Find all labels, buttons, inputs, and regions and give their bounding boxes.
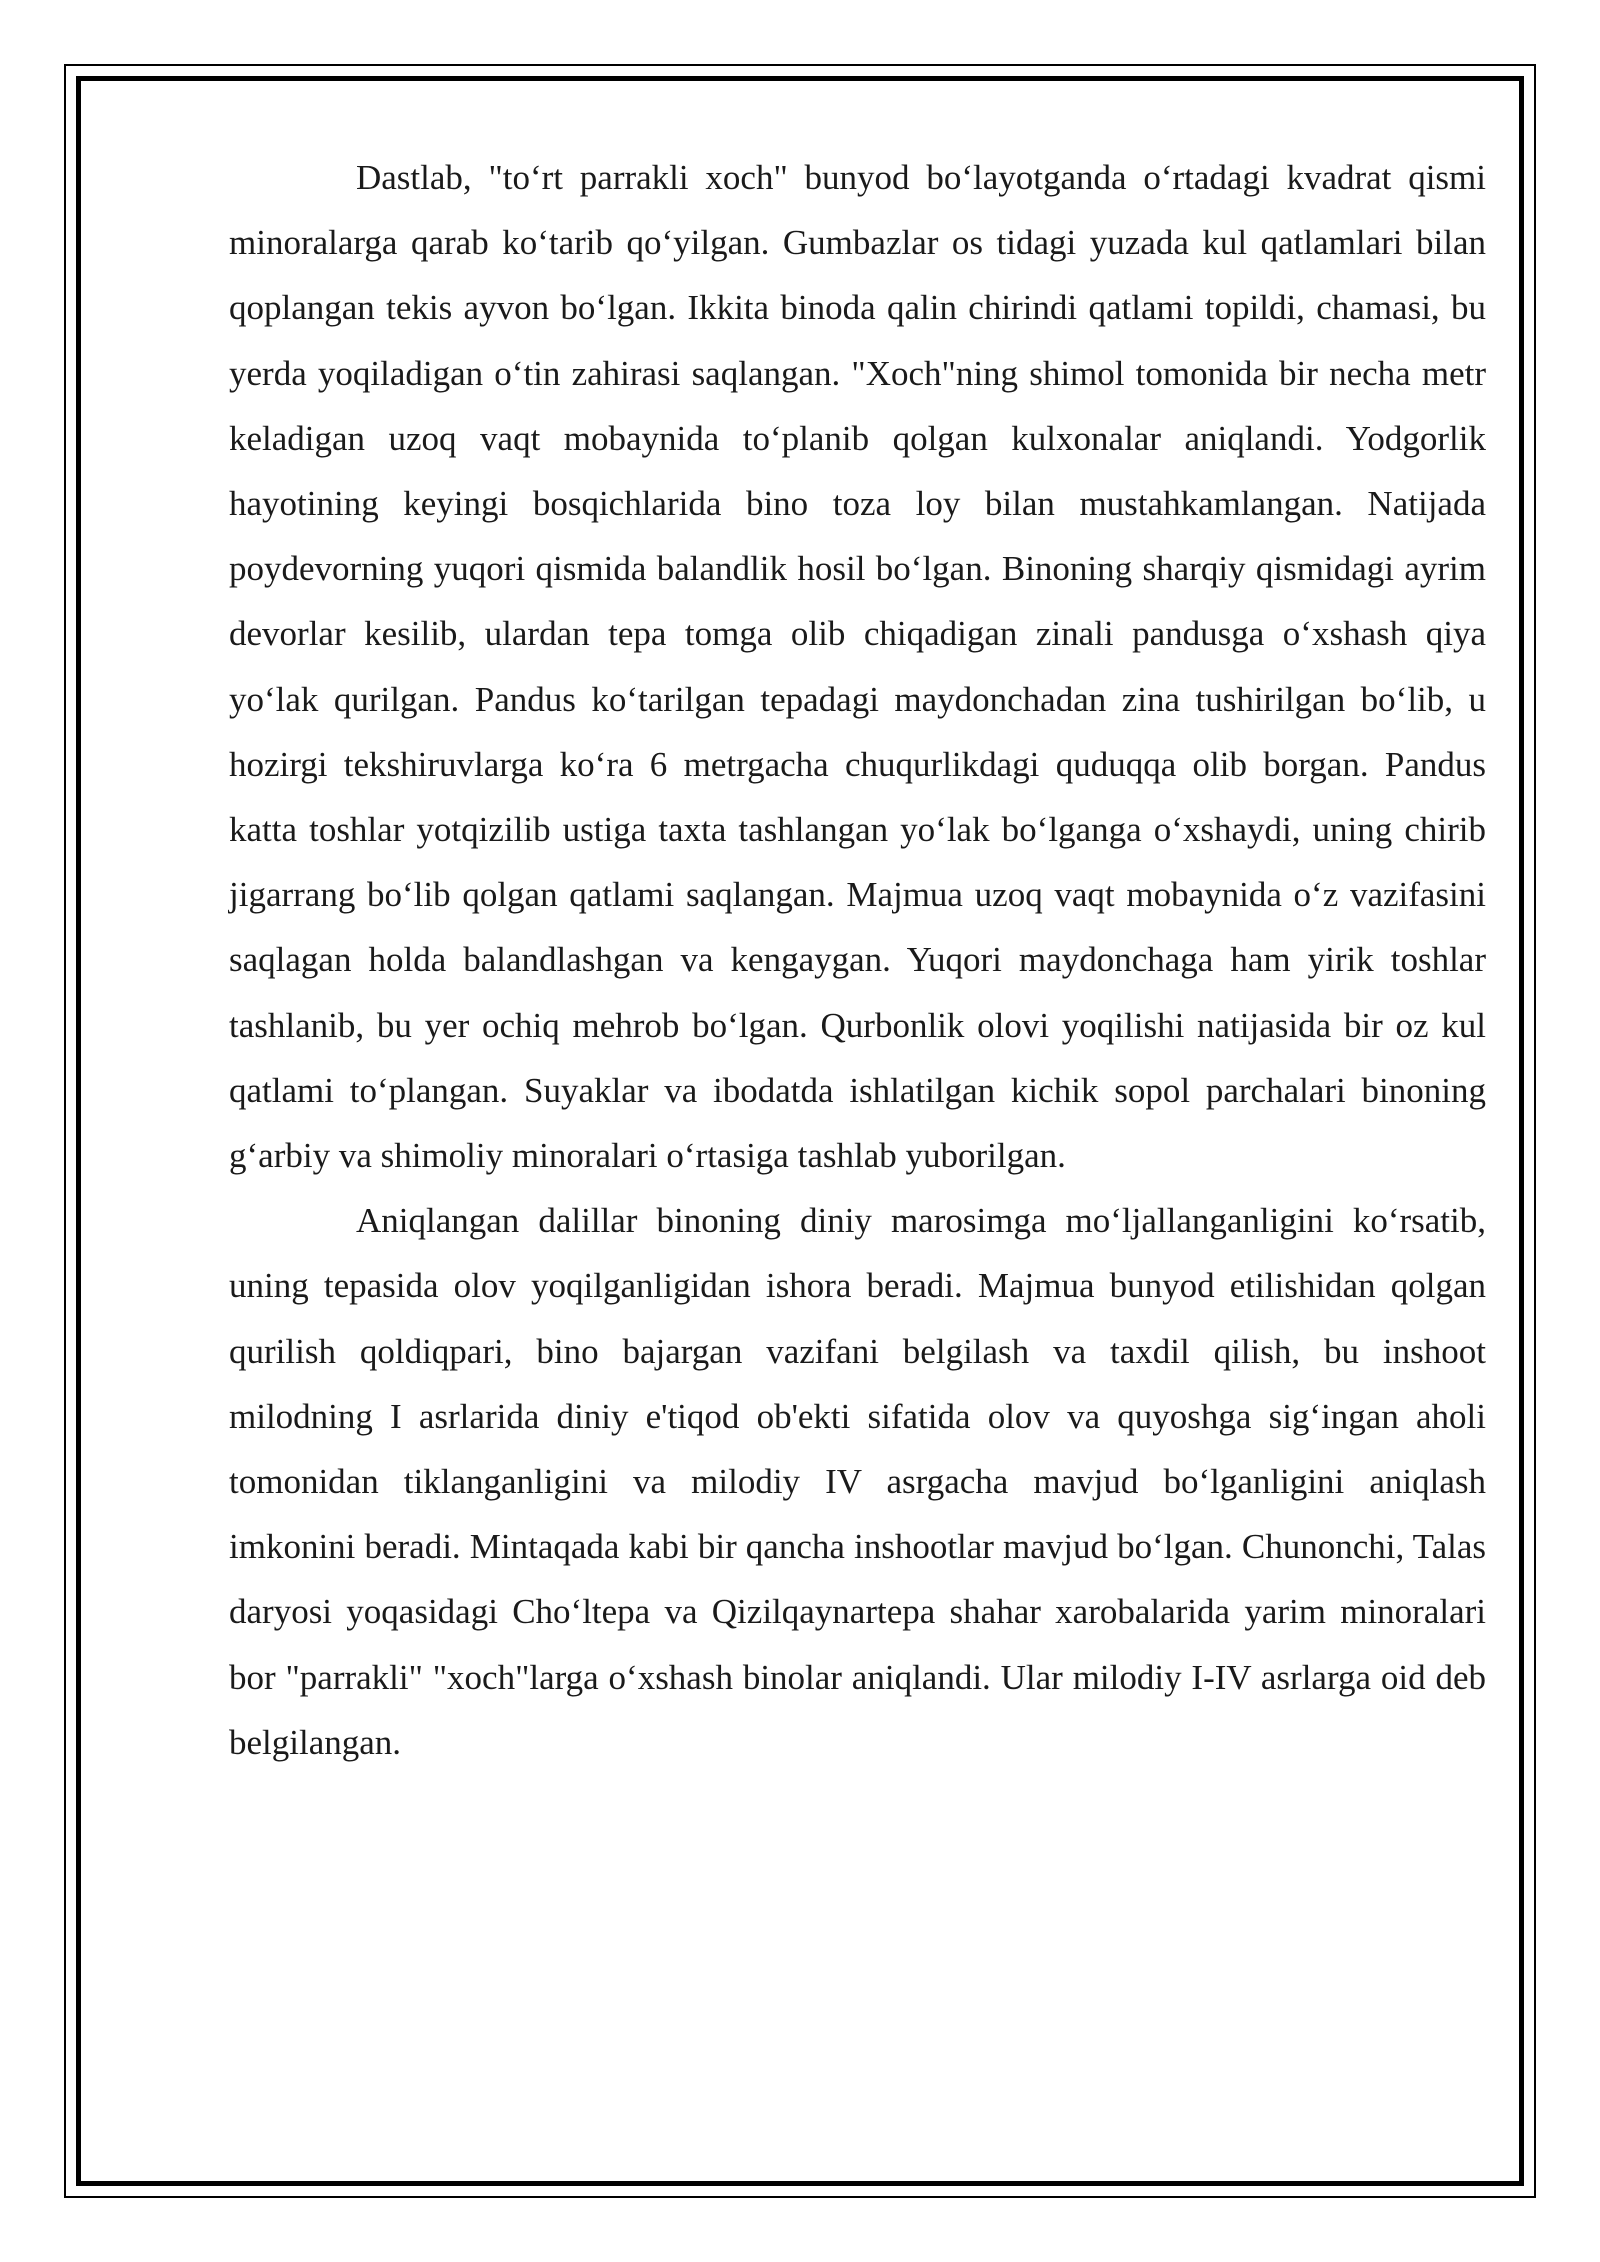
document-body — [229, 145, 1486, 1775]
paragraph-2: Aniqlangan dalillar binoning diniy marosimga mo‘ljallanganligini ko‘rsatib, uning tepasida olov yoqilganligidan ishora beradi. Majmua bunyod etilishidan qolgan qurilish qoldiqpari, bino bajargan vazifani belgilash va taxdil qilish, bu inshoot milodning I asrlarida diniy e'tiqod ob'ekti sifatida olov va quyoshga sig‘ingan aholi tomonidan tiklanganligini va milodiy IV asrgacha mavjud bo‘lganligini aniqlash imkonini beradi. Mintaqada kabi bir qancha inshootlar mavjud bo‘lgan. Chunonchi, Talas daryosi yoqasidagi Cho‘ltepa va Qizilqaynartepa shahar xarobalarida yarim minoralari bor "parrakli" "xoch"larga o‘xshash binolar aniqlandi. Ular milodiy I-IV asrlarga oid deb belgilangan. — [229, 1201, 1486, 1762]
paragraph-1: Dastlab, "to‘rt parrakli xoch" bunyod bo‘layotganda o‘rtadagi kvadrat qismi minoralarga qarab ko‘tarib qo‘yilgan. Gumbazlar os tidagi yuzada kul qatlamlari bilan qoplangan tekis ayvon bo‘lgan. Ikkita binoda qalin chirindi qatlami topildi, chamasi, bu yerda yoqiladigan o‘tin zahirasi saqlangan. "Xoch"ning shimol tomonida bir necha metr keladigan uzoq vaqt mobaynida to‘planib qolgan kulxonalar aniqlandi. Yodgorlik hayotining keyingi bosqichlarida bino toza loy bilan mustahkamlangan. Natijada poydevorning yuqori qismida balandlik hosil bo‘lgan. Binoning sharqiy qismidagi ayrim devorlar kesilib, ulardan tepa tomga olib chiqadigan zinali pandusga o‘xshash qiya yo‘lak qurilgan. Pandus ko‘tarilgan tepadagi maydonchadan zina tushirilgan bo‘lib, u hozirgi tekshiruvlarga ko‘ra 6 metrgacha chuqurlikdagi quduqqa olib borgan. Pandus katta toshlar yotqizilib ustiga taxta tashlangan yo‘lak bo‘lganga o‘xshaydi, uning chirib jigarrang bo‘lib qolgan qatlami saqlangan. Majmua uzoq vaqt mobaynida o‘z vazifasini saqlagan holda balandlashgan va kengaygan. Yuqori maydonchaga ham yirik toshlar tashlanib, bu yer ochiq mehrob bo‘lgan. Qurbonlik olovi yoqilishi natijasida bir oz kul qatlami to‘plangan. Suyaklar va ibodatda ishlatilgan kichik sopol parchalari binoning g‘arbiy va shimoliy minoralari o‘rtasiga tashlab yuborilgan. — [229, 158, 1486, 1176]
